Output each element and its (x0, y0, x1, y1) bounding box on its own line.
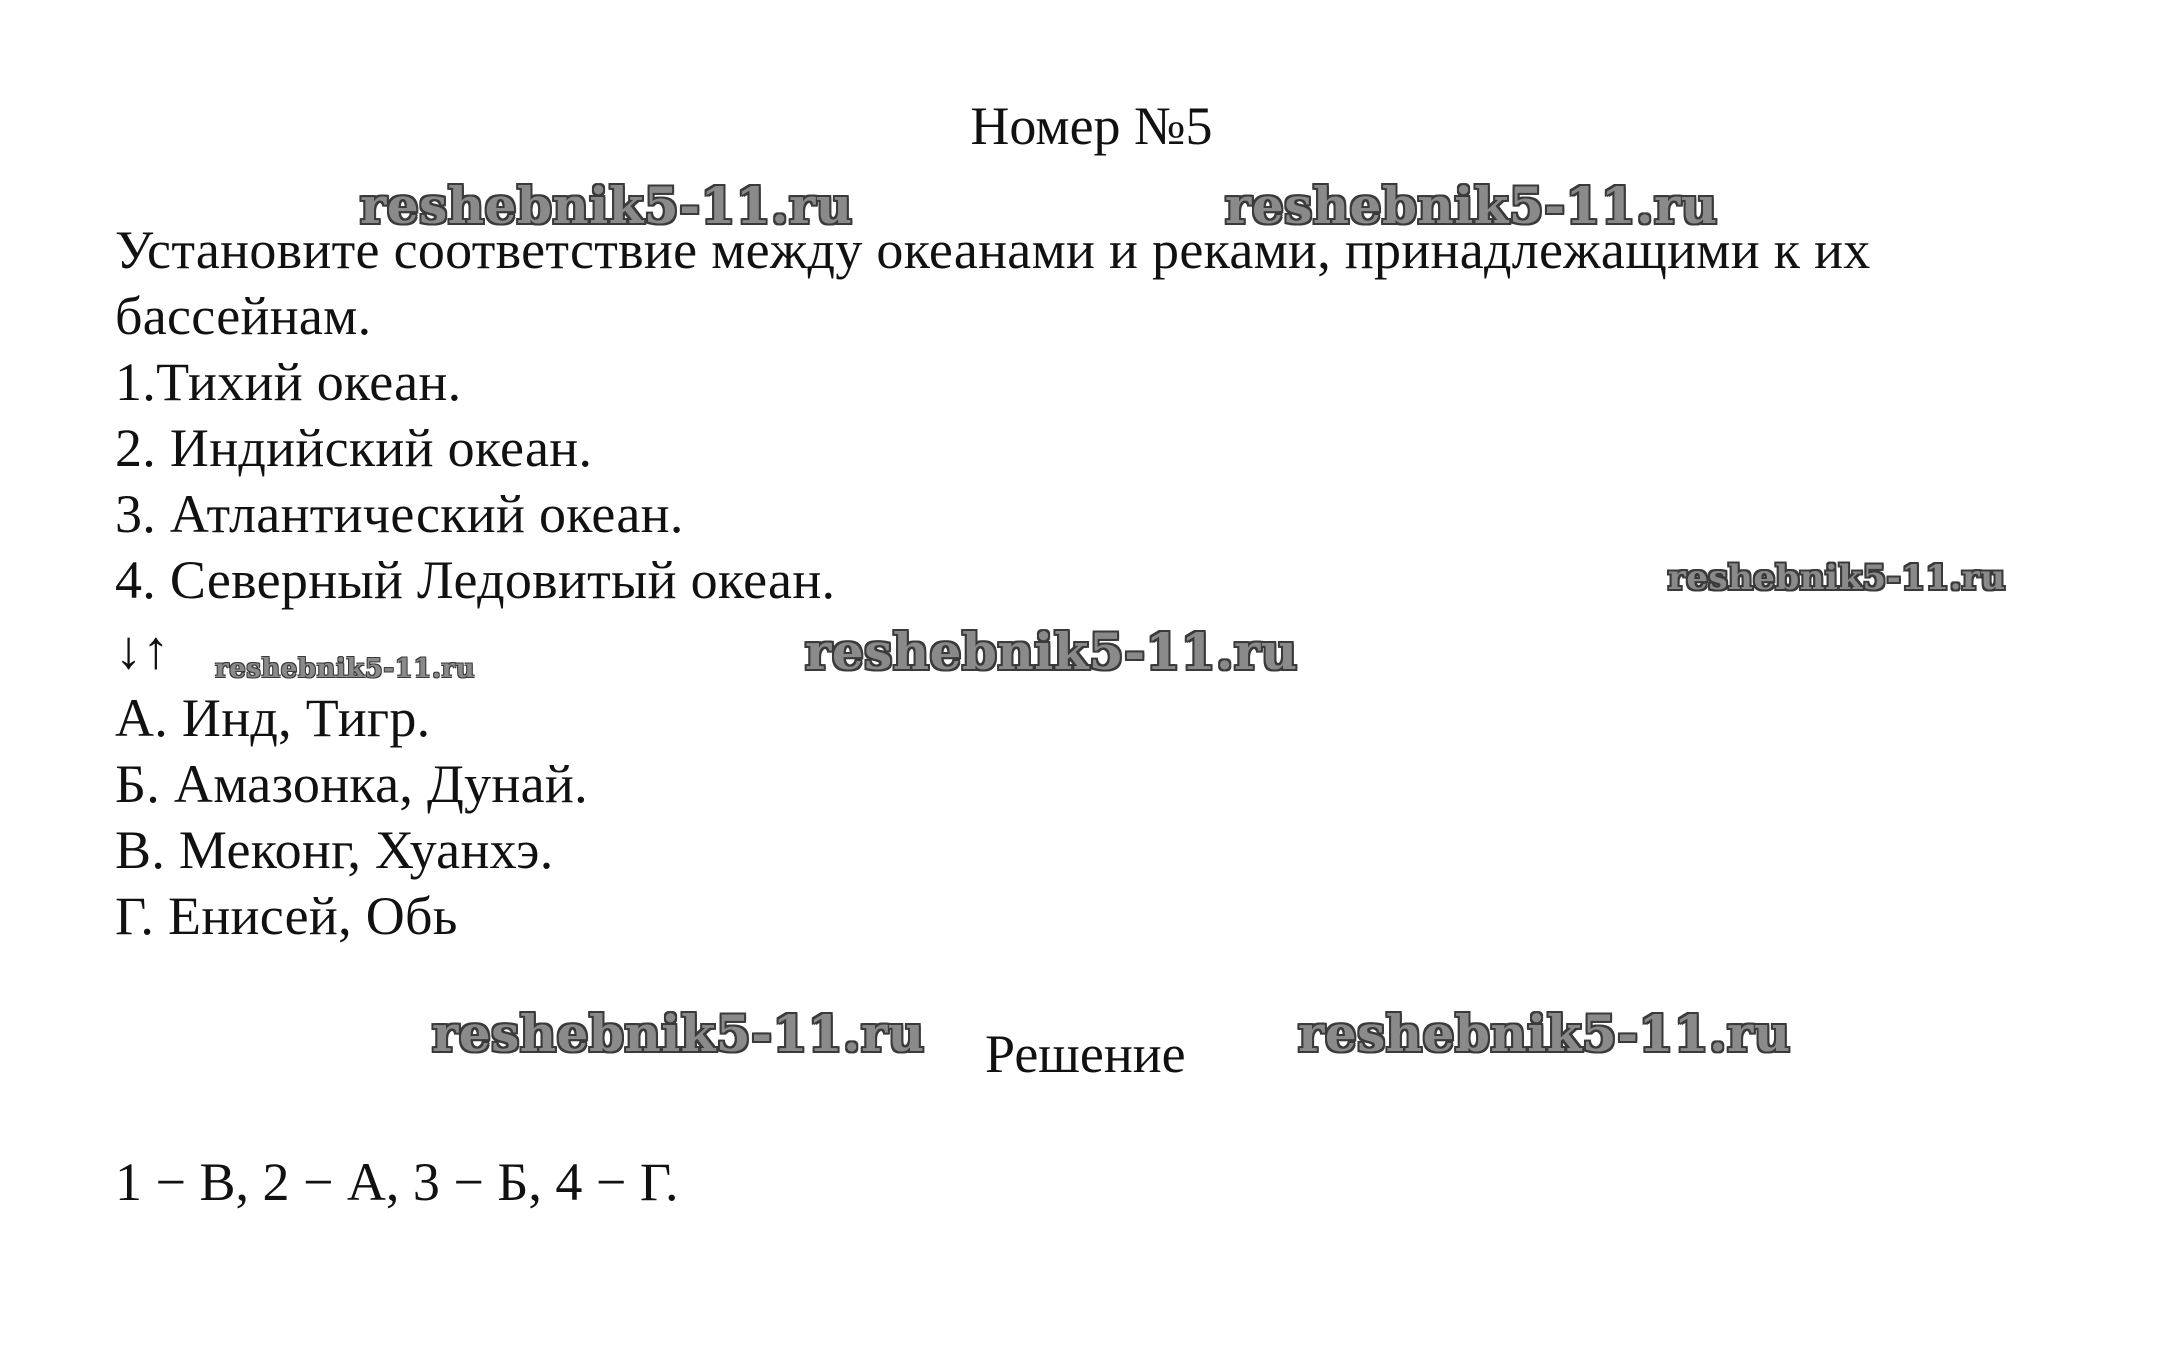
ocean-item-1: 1.Тихий океан. (115, 352, 462, 412)
arrows-symbol: ↓↑ (115, 620, 170, 680)
river-item-c: В. Меконг, Хуанхэ. (115, 820, 554, 880)
watermark-logo: reshebnik5-11.ru (1668, 558, 2006, 598)
ocean-item-2: 2. Индийский океан. (115, 418, 593, 478)
page-title: Номер №5 (970, 96, 1213, 156)
watermark-logo: reshebnik5-11.ru (360, 176, 853, 235)
watermark-logo: reshebnik5-11.ru (805, 622, 1298, 681)
ocean-item-3: 3. Атлантический океан. (115, 484, 684, 544)
river-item-d: Г. Енисей, Обь (115, 886, 458, 946)
watermark-logo: reshebnik5-11.ru (432, 1004, 925, 1063)
watermark-logo: reshebnik5-11.ru (1225, 176, 1718, 235)
solution-answer: 1 − В, 2 − А, 3 − Б, 4 − Г. (115, 1152, 679, 1212)
river-item-a: А. Инд, Тигр. (115, 688, 431, 748)
task-prompt-line-2: бассейнам. (115, 286, 372, 346)
watermark-logo: reshebnik5-11.ru (1298, 1004, 1791, 1063)
ocean-item-4: 4. Северный Ледовитый океан. (115, 550, 836, 610)
solution-heading: Решение (985, 1024, 1186, 1084)
river-item-b: Б. Амазонка, Дунай. (115, 754, 588, 814)
watermark-logo: reshebnik5-11.ru (215, 654, 476, 684)
task-prompt-line-1: Установите соответствие между океанами и реками, принадлежащими к их (115, 220, 1871, 280)
